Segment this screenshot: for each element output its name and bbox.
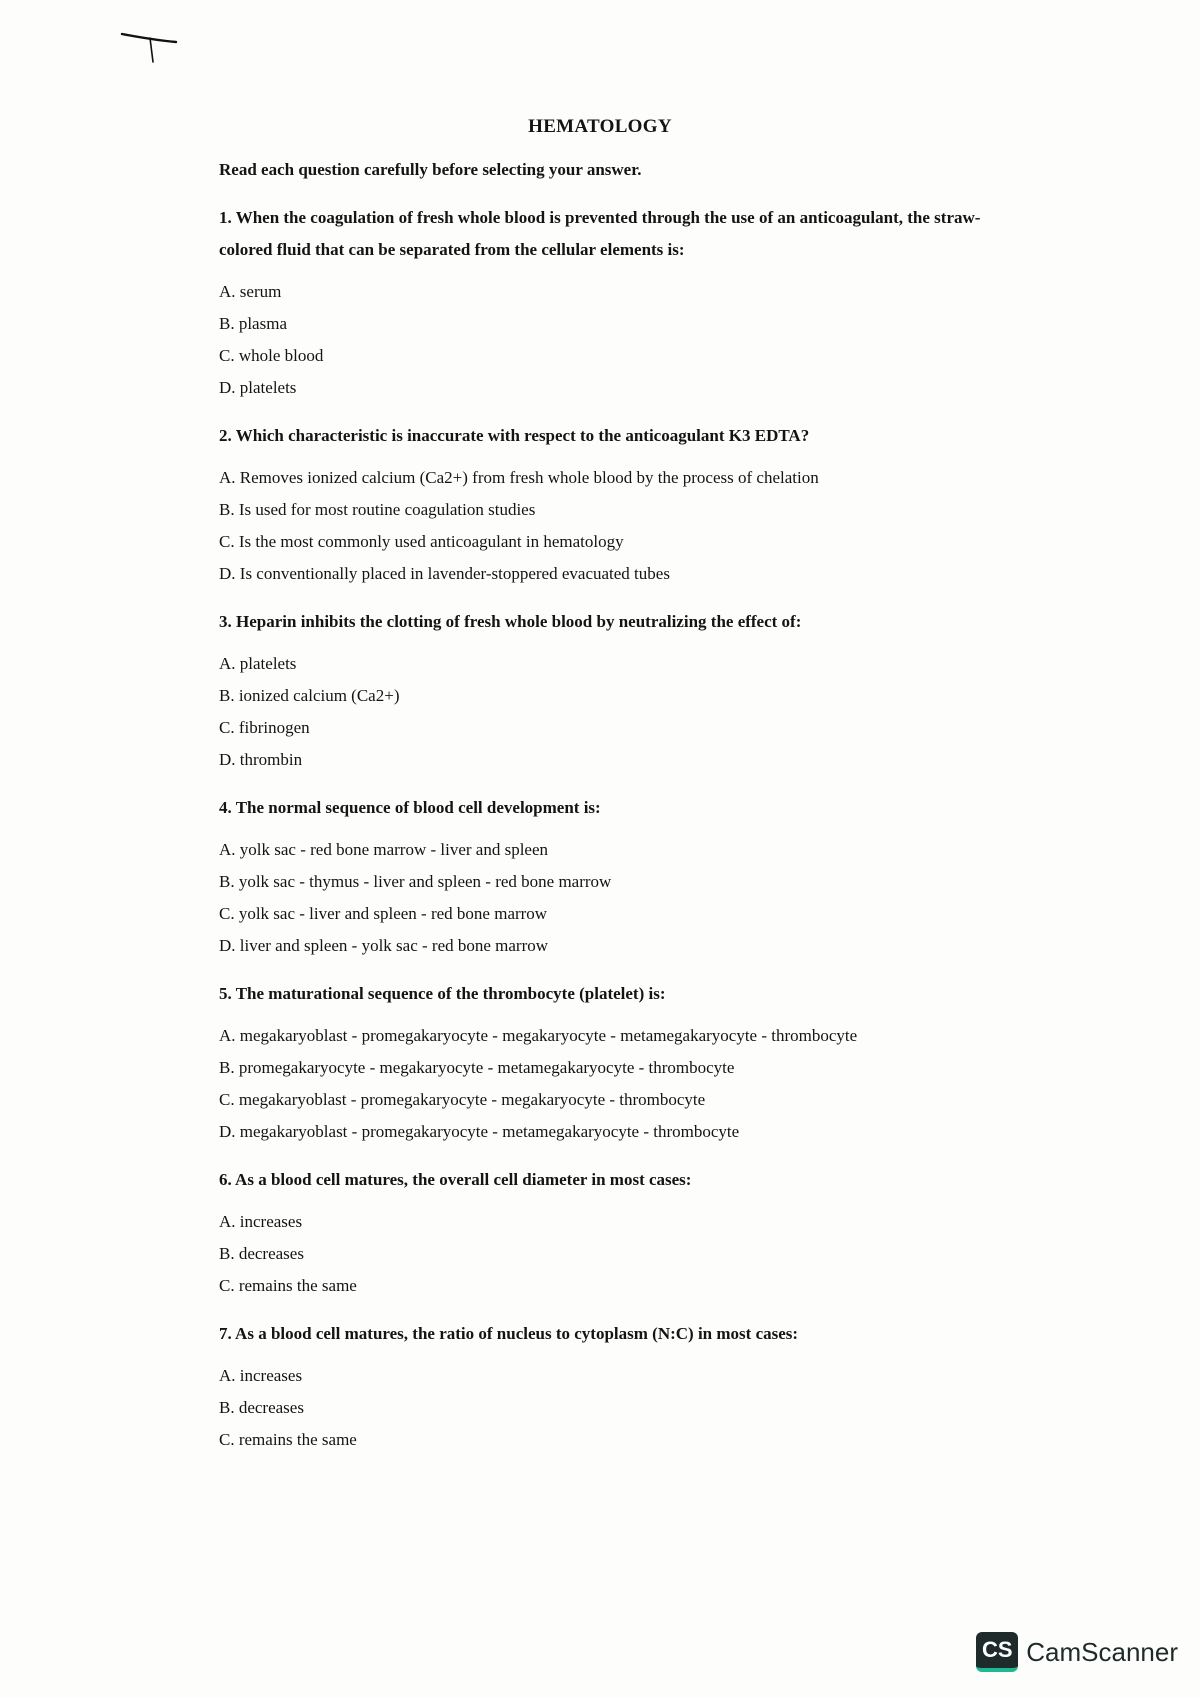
question-1	[219, 202, 999, 404]
answer-option: C. megakaryoblast - promegakaryocyte - megakaryocyte - thrombocyte	[219, 1090, 706, 1109]
answer-option: D. liver and spleen - yolk sac - red bone marrow	[219, 936, 549, 955]
answer-option: A. increases	[219, 1212, 303, 1231]
answer-option: A. increases	[219, 1366, 303, 1385]
answer-option: A. megakaryoblast - promegakaryocyte - megakaryocyte - metamegakaryocyte - thrombocyte	[219, 1026, 858, 1045]
question-text: 3. Heparin inhibits the clotting of fresh whole blood by neutralizing the effect of:	[219, 612, 802, 631]
answer-options	[219, 276, 999, 404]
answer-option: C. whole blood	[219, 346, 324, 365]
answer-option: B. plasma	[219, 314, 287, 333]
answer-option: C. yolk sac - liver and spleen - red bone marrow	[219, 904, 548, 923]
answer-option: D. megakaryoblast - promegakaryocyte - metamegakaryocyte - thrombocyte	[219, 1122, 740, 1141]
answer-option: D. Is conventionally placed in lavender-stoppered evacuated tubes	[219, 564, 670, 583]
instruction-text: Read each question carefully before selecting your answer.	[219, 160, 642, 179]
question-2	[219, 420, 999, 590]
answer-options	[219, 648, 999, 776]
pen-mark-icon	[120, 28, 178, 68]
question-3	[219, 606, 999, 776]
question-6	[219, 1164, 999, 1302]
answer-option: B. decreases	[219, 1244, 304, 1263]
answer-option: C. remains the same	[219, 1430, 357, 1449]
answer-options	[219, 462, 999, 590]
question-text: 4. The normal sequence of blood cell development is:	[219, 798, 601, 817]
answer-options	[219, 1020, 999, 1148]
question-7	[219, 1318, 999, 1456]
answer-option: D. platelets	[219, 378, 297, 397]
question-list	[219, 160, 999, 1472]
camscanner-logo-icon: CS	[976, 1632, 1018, 1672]
answer-option: C. remains the same	[219, 1276, 357, 1295]
question-text: 7. As a blood cell matures, the ratio of nucleus to cytoplasm (N:C) in most cases:	[219, 1324, 799, 1343]
question-4	[219, 792, 999, 962]
answer-option: B. promegakaryocyte - megakaryocyte - metamegakaryocyte - thrombocyte	[219, 1058, 735, 1077]
answer-option: B. yolk sac - thymus - liver and spleen - red bone marrow	[219, 872, 612, 891]
page-title: HEMATOLOGY	[528, 116, 672, 137]
answer-options	[219, 834, 999, 962]
question-text: 2. Which characteristic is inaccurate with respect to the anticoagulant K3 EDTA?	[219, 426, 810, 445]
question-text: 6. As a blood cell matures, the overall cell diameter in most cases:	[219, 1170, 692, 1189]
answer-option: B. ionized calcium (Ca2+)	[219, 686, 400, 705]
answer-option: A. serum	[219, 282, 282, 301]
answer-options	[219, 1360, 999, 1456]
answer-option: C. fibrinogen	[219, 718, 310, 737]
questions-container	[219, 202, 999, 1456]
question-text: 5. The maturational sequence of the thrombocyte (platelet) is:	[219, 984, 666, 1003]
answer-option: B. decreases	[219, 1398, 304, 1417]
answer-options	[219, 1206, 999, 1302]
question-5	[219, 978, 999, 1148]
answer-option: A. Removes ionized calcium (Ca2+) from fresh whole blood by the process of chelation	[219, 468, 819, 487]
answer-option: A. platelets	[219, 654, 297, 673]
camscanner-name: CamScanner	[1026, 1636, 1178, 1667]
question-text: 1. When the coagulation of fresh whole blood is prevented through the use of an anticoagulant, the straw-colored fluid that can be separated from the cellular elements is:	[219, 208, 981, 259]
answer-option: D. thrombin	[219, 750, 303, 769]
answer-option: C. Is the most commonly used anticoagulant in hematology	[219, 532, 624, 551]
answer-option: A. yolk sac - red bone marrow - liver and spleen	[219, 840, 549, 859]
camscanner-watermark	[976, 1632, 1178, 1672]
answer-option: B. Is used for most routine coagulation studies	[219, 500, 536, 519]
